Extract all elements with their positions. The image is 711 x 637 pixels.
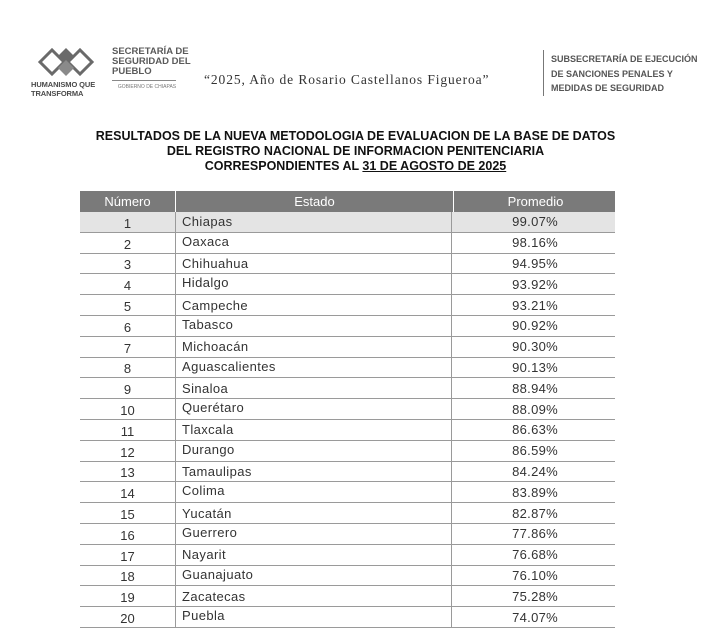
cell-promedio: 90.30% [512, 339, 558, 355]
title-line-2: DEL REGISTRO NACIONAL DE INFORMACION PENITENCIARIA [166, 144, 545, 158]
gobierno-label: GOBIERNO DE CHIAPAS [117, 84, 177, 90]
table-row [80, 566, 615, 587]
cell-numero: 16 [120, 527, 135, 543]
cell-promedio: 99.07% [512, 214, 558, 230]
table-row [80, 358, 615, 379]
cell-numero: 6 [123, 319, 132, 335]
table-row [80, 212, 615, 233]
header-divider [543, 50, 544, 96]
table-row [80, 295, 615, 316]
cell-estado: Hidalgo [175, 274, 452, 294]
cell-numero: 14 [120, 486, 135, 502]
cell-estado: Chiapas [175, 212, 452, 232]
cell-estado: Durango [175, 441, 452, 461]
cell-promedio: 90.13% [512, 359, 558, 375]
cell-numero: 1 [123, 215, 132, 231]
table-header [80, 191, 615, 212]
cell-promedio: 94.95% [512, 255, 558, 271]
cell-numero: 13 [120, 465, 135, 481]
cell-promedio: 88.94% [512, 380, 558, 396]
cell-numero: 12 [120, 444, 135, 460]
cell-numero: 20 [120, 610, 135, 626]
table-row [80, 607, 615, 628]
cell-estado: Zacatecas [175, 586, 452, 606]
cell-estado: Yucatán [175, 503, 452, 523]
cell-promedio: 74.07% [512, 609, 558, 625]
cell-promedio: 77.86% [512, 526, 558, 542]
cell-estado: Colima [175, 482, 452, 502]
divider [112, 80, 176, 81]
cell-numero: 18 [120, 569, 135, 585]
table-row [80, 441, 615, 462]
table-row [80, 420, 615, 441]
cell-numero: 8 [123, 361, 132, 377]
cell-promedio: 98.16% [512, 235, 558, 251]
cell-estado: Chihuahua [175, 254, 452, 274]
cell-numero: 11 [120, 423, 135, 439]
cell-estado: Guanajuato [175, 566, 452, 586]
title-line-3-prefix: CORRESPONDIENTES AL [204, 159, 363, 173]
cell-promedio: 86.59% [512, 443, 558, 459]
cell-numero: 4 [123, 278, 132, 294]
document-title [0, 129, 711, 174]
logo-emblem-icon [34, 44, 98, 82]
cell-numero: 5 [123, 298, 132, 314]
header-estado: Estado [176, 191, 454, 212]
cell-estado: Sinaloa [175, 378, 452, 398]
cell-estado: Oaxaca [175, 233, 452, 253]
cell-promedio: 93.21% [512, 297, 558, 313]
subsecretaria-name: SUBSECRETARÍA DE EJECUCIÓN DE SANCIONES PENALES Y MEDIDAS DE SEGURIDAD [551, 54, 698, 93]
table-row [80, 378, 615, 399]
header-promedio: Promedio [507, 194, 564, 209]
title-date: 31 DE AGOSTO DE 2025 [362, 159, 507, 173]
cell-numero: 9 [123, 382, 132, 398]
cell-numero: 3 [123, 257, 132, 273]
secretaria-logo [31, 44, 201, 100]
table-row [80, 545, 615, 566]
table-row [80, 274, 615, 295]
cell-estado: Tlaxcala [175, 420, 452, 440]
secretaria-name: SECRETARÍA DE SEGURIDAD DEL PUEBLO [112, 46, 191, 77]
table-row [80, 399, 615, 420]
cell-promedio: 88.09% [512, 401, 558, 417]
table-row [80, 524, 615, 545]
table-body [80, 212, 615, 628]
table-row [80, 586, 615, 607]
cell-estado: Campeche [175, 295, 452, 315]
cell-promedio: 90.92% [512, 318, 558, 334]
cell-estado: Michoacán [175, 337, 452, 357]
cell-numero: 10 [120, 402, 135, 418]
table-row [80, 254, 615, 275]
table-row [80, 316, 615, 337]
table-row [80, 233, 615, 254]
table-row [80, 462, 615, 483]
title-line-3 [0, 159, 711, 174]
cell-estado: Tamaulipas [175, 462, 452, 482]
header-numero: Número [80, 191, 176, 212]
cell-estado: Querétaro [175, 399, 452, 419]
cell-estado: Nayarit [175, 545, 452, 565]
cell-promedio: 76.10% [512, 567, 558, 583]
cell-numero: 7 [123, 340, 132, 356]
table-row [80, 337, 615, 358]
cell-promedio: 75.28% [512, 588, 558, 604]
year-slogan: “2025, Año de Rosario Castellanos Figueroa” [204, 72, 490, 87]
logo-motto: HUMANISMO QUE TRANSFORMA [31, 80, 96, 98]
table-row [80, 482, 615, 503]
cell-estado: Puebla [175, 607, 452, 627]
cell-promedio: 86.63% [512, 422, 558, 438]
cell-promedio: 83.89% [512, 484, 558, 500]
cell-promedio: 82.87% [512, 505, 558, 521]
results-table [80, 191, 615, 628]
cell-numero: 19 [120, 590, 135, 606]
cell-numero: 2 [123, 236, 132, 252]
cell-numero: 15 [120, 506, 135, 522]
cell-numero: 17 [120, 548, 135, 564]
cell-estado: Guerrero [175, 524, 452, 544]
cell-promedio: 93.92% [512, 276, 558, 292]
title-line-1: RESULTADOS DE LA NUEVA METODOLOGIA DE EVALUACION DE LA BASE DE DATOS [95, 129, 616, 143]
cell-promedio: 84.24% [512, 463, 558, 479]
cell-estado: Aguascalientes [175, 358, 452, 378]
cell-estado: Tabasco [175, 316, 452, 336]
table-row [80, 503, 615, 524]
cell-promedio: 76.68% [512, 547, 558, 563]
